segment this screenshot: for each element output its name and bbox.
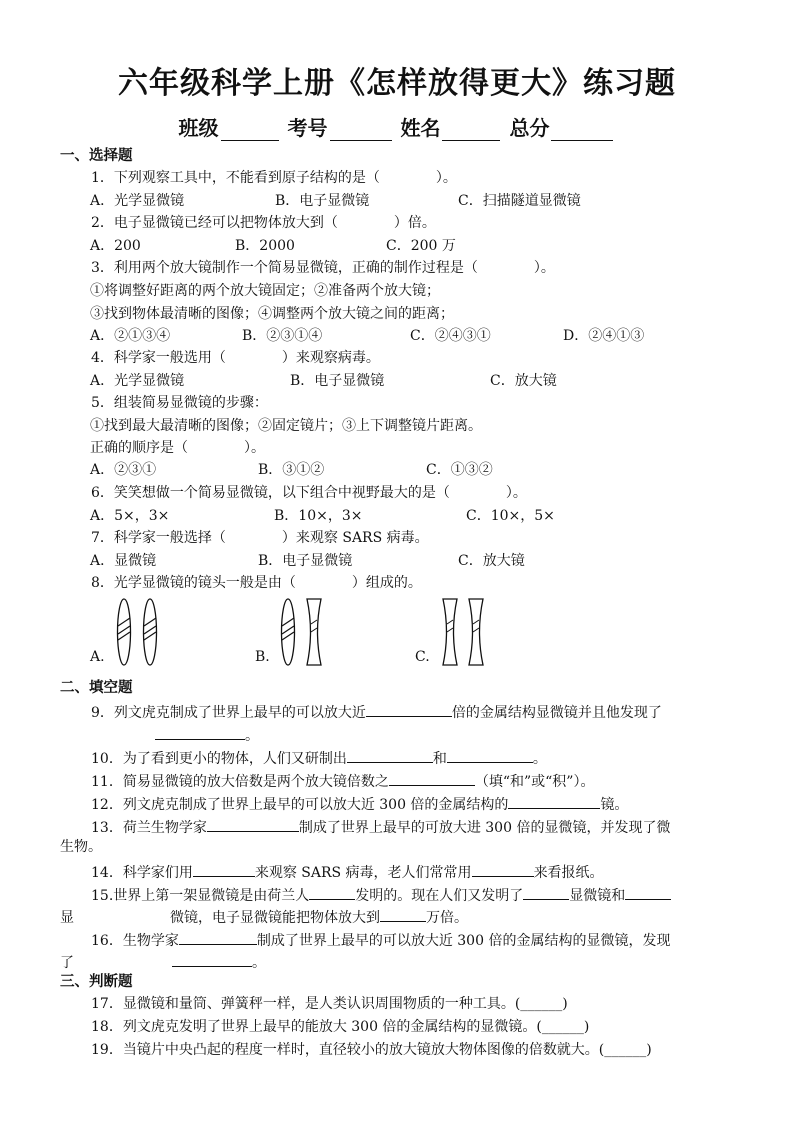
class-label: 班级 [178,116,219,140]
q14-blank-1 [193,860,255,877]
q15-blank-1 [309,883,355,900]
question-6: 6．笑笑想做一个简易显微镜，以下组合中视野最大的是（ ）。 [91,485,527,501]
question-3: 3．利用两个放大镜制作一个简易显微镜，正确的制作过程是（ ）。 [91,260,555,276]
q10-text-2: 和 [432,751,447,767]
q14-text-2: 来观察 SARS 病毒，老人们常常用 [254,865,472,881]
question-15 [91,883,771,906]
q15-text-1: 15.世界上第一架显微镜是由荷兰人 [91,888,310,904]
q4-option-c: C．放大镜 [490,373,557,389]
exam-number-label: 考号 [287,116,328,140]
section-heading-judge: 三、判断题 [60,974,133,990]
q4-option-b: B．电子显微镜 [290,373,385,389]
q15-text-4: 显 [60,910,74,926]
q16-text-3: 了 [60,955,74,971]
question-14 [91,860,771,883]
q16-blank-1 [179,928,257,945]
q3-step-line-1: ①将调整好距离的两个放大镜固定；②准备两个放大镜； [90,283,440,299]
q16-blank-2 [172,950,252,967]
page-title: 六年级科学上册《怎样放得更大》练习题 [118,66,676,101]
q14-text-1: 14．科学家们用 [91,865,193,881]
q12-text-2: 镜。 [600,797,629,813]
q9-blank-1 [366,700,452,717]
q10-text-3: 。 [532,751,547,767]
q9-text-2: 倍的金属结构显微镜并且他发现了 [451,705,662,721]
q8-lens-illustrations [88,596,688,671]
q16-text-4: 。 [252,955,266,971]
q15-blank-4 [380,905,426,922]
q6-option-c: C．10×，5× [466,508,555,524]
q15-text-5: 微镜，电子显微镜能把物体放大到 [170,910,380,926]
q11-text-1: 11．简易显微镜的放大倍数是两个放大镜倍数之 [91,774,389,790]
question-2: 2．电子显微镜已经可以把物体放大到（ ）倍。 [91,215,436,231]
q5-step-line: ①找到最大最清晰的图像；②固定镜片；③上下调整镜片距离。 [90,418,482,434]
q1-option-b: B．电子显微镜 [275,193,370,209]
q15-text-3: 显微镜和 [569,888,626,904]
q7-option-a: A．显微镜 [90,553,157,569]
question-19: 19．当镜片中央凸起的程度一样时，直径较小的放大镜放大物体图像的倍数就大。(______) [91,1042,652,1058]
q8-option-b: B. [255,649,270,665]
exam-number-blank [330,120,392,141]
q5-option-a: A．②③① [90,462,157,478]
section-heading-fill: 二、填空题 [60,680,133,696]
q3-step-line-2: ③找到物体最清晰的图像；④调整两个放大镜之间的距离； [90,306,454,322]
student-info-line [0,112,794,141]
name-label: 姓名 [400,116,441,140]
q9-text-1: 9．列文虎克制成了世界上最早的可以放大近 [91,705,366,721]
q6-option-b: B．10×，3× [274,508,363,524]
q8-option-c: C. [415,649,430,665]
q12-blank [508,792,600,809]
question-18: 18．列文虎克发明了世界上最早的能放大 300 倍的金属结构的显微镜。(______) [91,1019,590,1035]
q1-option-a: A．光学显微镜 [90,193,185,209]
q5-order-prompt: 正确的顺序是（ ）。 [90,440,265,456]
q15-blank-2 [523,883,569,900]
q3-option-a: A．②①③④ [90,328,171,344]
q11-text-2: （填“和”或“积”）。 [474,774,595,790]
question-16 [91,928,771,951]
question-7: 7．科学家一般选择（ ）来观察 SARS 病毒。 [91,530,429,546]
name-blank [442,120,500,141]
q8-option-a: A. [90,649,105,665]
concave-concave-lens-pair-icon [440,596,490,668]
q11-blank [389,769,475,786]
q9-blank-2 [155,723,245,740]
score-blank [551,120,613,141]
convex-concave-lens-pair-icon [278,596,328,668]
q10-blank-1 [347,746,433,763]
question-13-cont: 生物。 [60,839,102,855]
q2-option-a: A．200 [90,238,141,254]
q4-option-a: A．光学显微镜 [90,373,185,389]
question-16-cont [60,950,740,973]
q1-option-c: C．扫描隧道显微镜 [458,193,581,209]
question-10 [91,746,771,769]
question-15-cont [60,905,740,928]
question-5: 5．组装简易显微镜的步骤： [91,395,268,411]
q9-text-3: 。 [245,728,259,744]
q13-text-2: 制成了世界上最早的可放大进 300 倍的显微镜，并发现了微 [298,820,671,836]
q13-text-1: 13．荷兰生物学家 [91,820,207,836]
q16-text-1: 16．生物学家 [91,933,179,949]
q14-blank-2 [472,860,534,877]
q3-option-c: C．②④③① [410,328,491,344]
q10-blank-2 [447,746,533,763]
q16-text-2: 制成了世界上最早的可以放大近 300 倍的金属结构的显微镜，发现 [256,933,671,949]
question-9-cont [155,723,794,746]
score-label: 总分 [509,116,550,140]
question-8: 8．光学显微镜的镜头一般是由（ ）组成的。 [91,575,422,591]
convex-convex-lens-pair-icon [114,596,164,668]
section-heading-choice: 一、选择题 [60,148,133,164]
question-4: 4．科学家一般选用（ ）来观察病毒。 [91,350,380,366]
q15-text-6: 万倍。 [426,910,468,926]
q13-blank [207,815,299,832]
q15-blank-3 [625,883,671,900]
question-13 [91,815,771,838]
q12-text-1: 12．列文虎克制成了世界上最早的可以放大近 300 倍的金属结构的 [91,797,509,813]
question-9 [91,700,771,723]
question-1: 1．下列观察工具中，不能看到原子结构的是（ ）。 [91,170,457,186]
q15-text-2: 发明的。现在人们又发明了 [355,888,524,904]
q6-option-a: A．5×，3× [90,508,170,524]
q7-option-c: C．放大镜 [458,553,525,569]
q2-option-b: B．2000 [235,238,295,254]
q2-option-c: C．200 万 [386,238,456,254]
q10-text-1: 10．为了看到更小的物体，人们又研制出 [91,751,347,767]
q7-option-b: B．电子显微镜 [258,553,353,569]
question-12 [91,792,771,815]
question-11 [91,769,771,792]
q5-option-c: C．①③② [426,462,493,478]
q14-text-3: 来看报纸。 [533,865,604,881]
q3-option-b: B．②③①④ [242,328,323,344]
class-blank [221,120,279,141]
q5-option-b: B．③①② [258,462,325,478]
question-17: 17．显微镜和量筒、弹簧秤一样，是人类认识周围物质的一种工具。(______) [91,996,568,1012]
q3-option-d: D．②④①③ [563,328,645,344]
